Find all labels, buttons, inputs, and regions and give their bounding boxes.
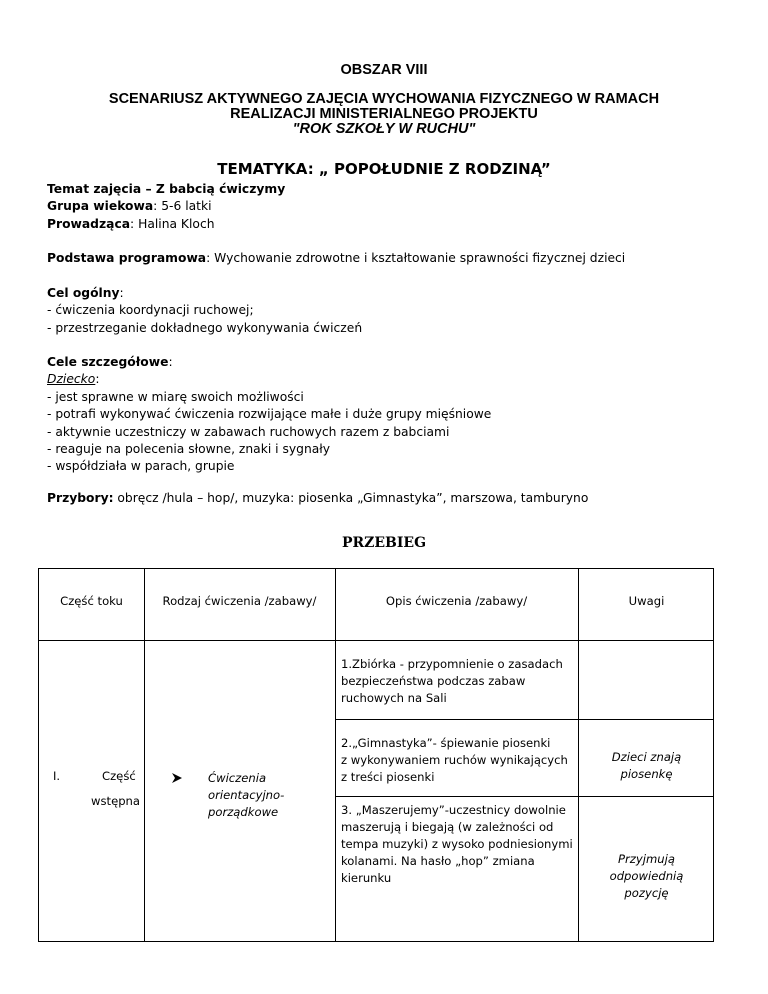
equipment-line <box>47 490 588 507</box>
general-goal-block <box>47 285 362 337</box>
general-goal-item: - przestrzeganie dokładnego wykonywania ćwiczeń <box>47 320 363 335</box>
group-value: : 5-6 latki <box>153 199 212 214</box>
note-2 <box>578 851 715 902</box>
equipment-value: obręcz /hula – hop/, muzyka: piosenka „Gimnastyka”, marszowa, tamburyno <box>113 491 589 505</box>
exercise-type-line: orientacyjno- <box>208 788 285 802</box>
specific-goals-label: Cele szczegółowe <box>47 355 169 369</box>
exercise-type-line: Ćwiczenia <box>208 771 267 785</box>
description-line: z wykonywaniem ruchów wynikających <box>341 753 568 767</box>
note-line: Dzieci znają <box>611 750 682 764</box>
description-line: z treści piosenki <box>341 770 435 784</box>
specific-goal-item: - potrafi wykonywać ćwiczenia rozwijające małe i duże grupy mięśniowe <box>47 407 492 422</box>
description-3 <box>341 802 573 887</box>
specific-goal-item: - współdziała w parach, grupie <box>47 459 235 474</box>
column-header-exercise-type: Rodzaj ćwiczenia /zabawy/ <box>162 594 317 608</box>
description-line: maszerują i biegają (w zależności od <box>341 820 554 834</box>
description-line: ruchowych na Sali <box>341 691 447 705</box>
info-block <box>47 181 285 233</box>
child-colon: : <box>95 372 100 387</box>
specific-goals-colon: : <box>168 355 173 369</box>
arrow-bullet-icon <box>171 772 183 789</box>
leader-label: Prowadząca <box>47 216 131 231</box>
part-name-2: wstępna <box>91 794 141 808</box>
part-name-1: Część <box>102 769 136 783</box>
specific-goal-item: - jest sprawne w miarę swoich możliwości <box>47 389 304 404</box>
specific-goal-item: - reaguje na polecenia słowne, znaki i sygnały <box>47 442 331 457</box>
basis-value: : Wychowanie zdrowotne i kształtowanie sprawności fizycznej dzieci <box>206 251 626 265</box>
description-line: 3. „Maszerujemy”-uczestnicy dowolnie <box>341 803 566 817</box>
note-1 <box>578 749 715 783</box>
description-line: kolanami. Na hasło „hop” zmiana <box>341 854 535 868</box>
part-number: I. <box>53 769 61 783</box>
note-line: odpowiednią <box>609 869 684 883</box>
note-line: Przyjmują <box>618 852 675 866</box>
basis-line <box>47 250 625 267</box>
note-line: piosenkę <box>620 767 673 781</box>
description-line: 1.Zbiórka - przypomnienie o zasadach <box>341 657 563 671</box>
specific-goals-block <box>47 354 491 476</box>
description-line: 2.„Gimnastyka”- śpiewanie piosenki <box>341 736 551 750</box>
exercise-type <box>208 770 284 821</box>
area-title: OBSZAR VIII <box>340 62 428 78</box>
course-heading: PRZEBIEG <box>341 535 427 551</box>
description-line: tempa muzyki) z wysoko podniesionymi <box>341 837 573 851</box>
description-line: bezpieczeństwa podczas zabaw <box>341 674 526 688</box>
leader-line <box>47 216 285 233</box>
scenario-title-line-1: SCENARIUSZ AKTYWNEGO ZAJĘCIA WYCHOWANIA FIZYCZNEGO W RAMACH <box>108 91 660 107</box>
child-label: Dziecko <box>47 372 96 387</box>
column-header-notes: Uwagi <box>628 594 665 608</box>
leader-value: : Halina Kloch <box>130 216 215 231</box>
general-goal-item: - ćwiczenia koordynacji ruchowej; <box>47 303 254 318</box>
specific-goal-item: - aktywnie uczestniczy w zabawach ruchowych razem z babciami <box>47 424 450 439</box>
exercise-type-line: porządkowe <box>208 805 279 819</box>
description-1 <box>341 656 563 707</box>
column-header-part: Część toku <box>60 594 123 608</box>
general-goal-label: Cel ogólny <box>47 286 120 300</box>
basis-label: Podstawa programowa <box>47 251 207 265</box>
group-label: Grupa wiekowa <box>47 199 154 214</box>
note-line: pozycję <box>624 886 669 900</box>
scenario-title-line-3: "ROK SZKOŁY W RUCHU" <box>292 121 476 137</box>
column-header-description: Opis ćwiczenia /zabawy/ <box>385 594 528 608</box>
scenario-title-line-2: REALIZACJI MINISTERIALNEGO PROJEKTU <box>230 106 538 122</box>
theme-heading: TEMATYKA: „ POPOŁUDNIE Z RODZINĄ” <box>217 160 551 178</box>
description-line: kierunku <box>341 871 392 885</box>
equipment-label: Przybory: <box>47 491 114 505</box>
topic-line: Temat zajęcia – Z babcią ćwiczymy <box>47 182 286 196</box>
course-table <box>38 568 714 942</box>
general-goal-colon: : <box>119 286 124 300</box>
description-2 <box>341 735 568 786</box>
group-line <box>47 198 285 215</box>
